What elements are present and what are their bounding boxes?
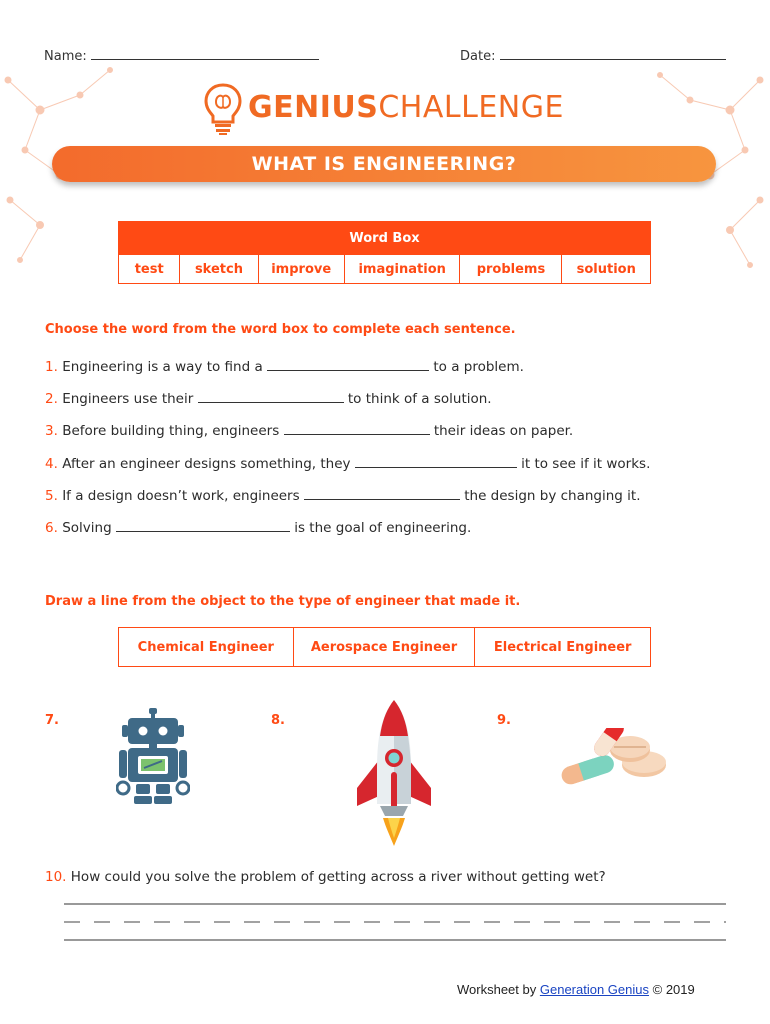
word-cell: test (119, 255, 180, 284)
date-label: Date: (460, 49, 496, 64)
engineer-type-cell[interactable]: Chemical Engineer (119, 628, 294, 667)
question-10 (45, 869, 606, 885)
question-number: 1. (45, 359, 58, 375)
worksheet-title: WHAT IS ENGINEERING? (251, 153, 517, 175)
question-number: 3. (45, 423, 58, 439)
question-text-after: it to see if it works. (521, 456, 651, 472)
question-text-after: their ideas on paper. (433, 423, 574, 439)
footer-prefix: Worksheet by (457, 982, 537, 997)
question-text-after: to a problem. (433, 359, 524, 375)
answer-blank-6[interactable] (116, 517, 290, 532)
brand-bold: GENIUS (248, 90, 379, 125)
question-4 (45, 453, 650, 472)
question-number: 10. (45, 869, 67, 885)
footer-credit (457, 982, 695, 997)
rocket-icon[interactable] (353, 700, 435, 848)
question-text-before: After an engineer designs something, they (62, 456, 351, 472)
name-label: Name: (44, 49, 87, 64)
brand-light: CHALLENGE (378, 90, 564, 125)
question-text-after: is the goal of engineering. (294, 520, 472, 536)
object-number-8: 8. (271, 713, 285, 728)
title-banner (52, 146, 716, 182)
engineer-type-cell[interactable]: Aerospace Engineer (293, 628, 475, 667)
question-text-before: Engineering is a way to find a (62, 359, 263, 375)
question-6 (45, 517, 471, 536)
question-10-text: How could you solve the problem of getting across a river without getting wet? (70, 869, 606, 885)
question-text-after: to think of a solution. (347, 391, 492, 407)
object-number-9: 9. (497, 713, 511, 728)
pills-icon[interactable] (556, 728, 668, 788)
name-field[interactable] (44, 45, 319, 64)
footer-suffix: © 2019 (652, 982, 695, 997)
word-box-table (118, 221, 651, 284)
lightbulb-brain-icon (203, 82, 243, 136)
section1-title: Choose the word from the word box to complete each sentence. (45, 322, 516, 337)
answer-blank-1[interactable] (267, 356, 429, 371)
answer-blank-2[interactable] (198, 388, 344, 403)
name-input-line[interactable] (91, 45, 319, 60)
engineer-types-table (118, 627, 651, 667)
question-text-before: Solving (62, 520, 112, 536)
generation-genius-link[interactable]: Generation Genius (539, 982, 649, 997)
answer-blank-4[interactable] (355, 453, 517, 468)
question-text-before: Before building thing, engineers (62, 423, 280, 439)
question-text-after: the design by changing it. (464, 488, 641, 504)
question-number: 4. (45, 456, 58, 472)
question-text-before: If a design doesn’t work, engineers (62, 488, 300, 504)
question-2 (45, 388, 492, 407)
question-5 (45, 485, 641, 504)
question-number: 6. (45, 520, 58, 536)
question-number: 5. (45, 488, 58, 504)
word-cell: solution (562, 255, 651, 284)
question-text-before: Engineers use their (62, 391, 194, 407)
question-1 (45, 356, 524, 375)
question-number: 2. (45, 391, 58, 407)
engineer-type-cell[interactable]: Electrical Engineer (475, 628, 651, 667)
word-box-title: Word Box (119, 222, 651, 255)
word-cell: sketch (180, 255, 258, 284)
answer-blank-5[interactable] (304, 485, 460, 500)
answer-blank-3[interactable] (284, 420, 430, 435)
date-input-line[interactable] (500, 45, 726, 60)
word-cell: problems (460, 255, 562, 284)
section2-title: Draw a line from the object to the type of engineer that made it. (45, 594, 521, 609)
answer-lines-10[interactable] (64, 900, 726, 944)
date-field[interactable] (460, 45, 726, 64)
object-number-7: 7. (45, 713, 59, 728)
question-3 (45, 420, 573, 439)
brand-wordmark (248, 90, 564, 125)
word-cell: imagination (344, 255, 460, 284)
robot-icon[interactable] (116, 708, 190, 810)
word-cell: improve (258, 255, 344, 284)
